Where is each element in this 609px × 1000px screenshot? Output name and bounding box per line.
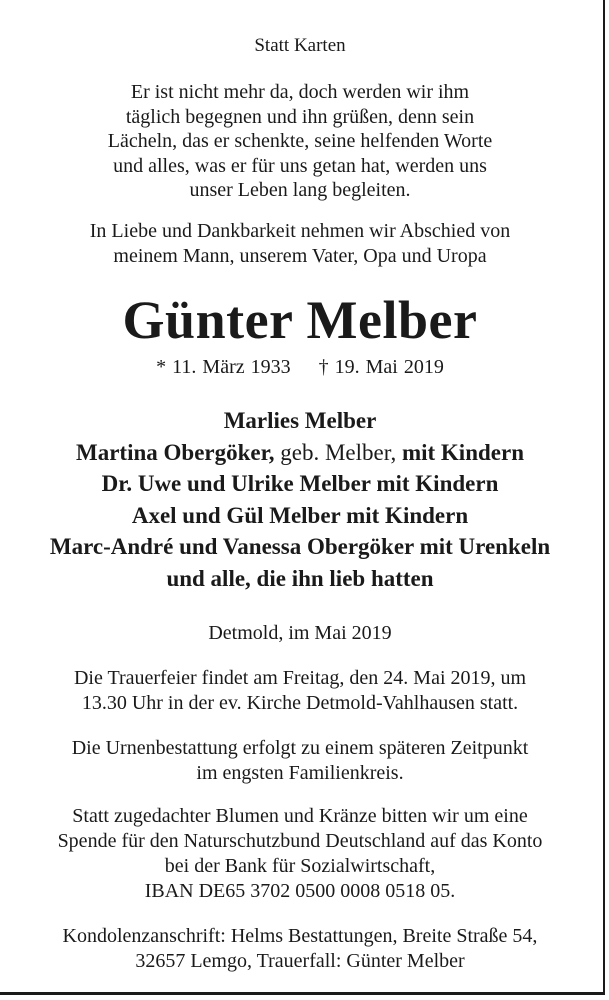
donation-line: bei der Bank für Sozialwirtschaft, xyxy=(164,855,436,877)
verse-line: und alles, was er für uns getan hat, werden uns xyxy=(113,154,487,177)
death-date: † 19. Mai 2019 xyxy=(318,356,444,378)
funeral-line: Die Trauerfeier findet am Freitag, den 24. Mai 2019, um xyxy=(73,667,527,689)
intro-text: Statt Karten xyxy=(254,35,346,56)
family-member: Dr. Uwe und Ulrike Melber mit Kindern xyxy=(101,471,499,496)
life-dates xyxy=(0,355,600,379)
verse-block xyxy=(0,80,600,203)
farewell-line: In Liebe und Dankbarkeit nehmen wir Abschied von xyxy=(89,220,511,242)
family-member: und alle, die ihn lieb hatten xyxy=(166,565,434,591)
deceased-name xyxy=(0,290,600,350)
donation-info xyxy=(0,804,600,904)
verse-line: Er ist nicht mehr da, doch werden wir ihm xyxy=(130,81,470,103)
family-list xyxy=(0,405,600,594)
family-member: Axel und Gül Melber mit Kindern xyxy=(131,502,469,528)
urn-line: im engsten Familienkreis. xyxy=(196,762,404,784)
funeral-info xyxy=(0,666,600,716)
verse-line: täglich begegnen und ihn grüßen, denn sein xyxy=(125,105,475,128)
farewell-block xyxy=(0,219,600,268)
verse-line: Lächeln, das er schenkte, seine helfenden Worte xyxy=(107,130,493,152)
donation-line: Statt zugedachter Blumen und Kränze bitten wir um eine xyxy=(72,805,528,827)
urn-line: Die Urnenbestattung erfolgt zu einem späteren Zeitpunkt xyxy=(71,737,529,759)
condolence-line: 32657 Lemgo, Trauerfall: Günter Melber xyxy=(135,950,465,972)
family-member: Marlies Melber xyxy=(223,408,377,433)
intro-line xyxy=(0,35,600,57)
verse-line: unser Leben lang begleiten. xyxy=(189,179,411,201)
donation-line: Spende für den Naturschutzbund Deutschland auf das Konto xyxy=(57,830,543,852)
condolence-line: Kondolenzanschrift: Helms Bestattungen, Breite Straße 54, xyxy=(62,925,538,947)
condolence-address xyxy=(0,924,600,974)
farewell-line: meinem Mann, unserem Vater, Opa und Uropa xyxy=(113,244,487,267)
funeral-line: 13.30 Uhr in der ev. Kirche Detmold-Vahlhausen statt. xyxy=(81,692,519,714)
donation-line: IBAN DE65 3702 0500 0008 0518 05. xyxy=(144,880,456,902)
place-date-text: Detmold, im Mai 2019 xyxy=(208,622,392,644)
urn-info xyxy=(0,736,600,786)
birth-date: * 11. März 1933 xyxy=(156,356,291,378)
deceased-name-text: Günter Melber xyxy=(122,290,478,350)
family-member: Martina Obergöker, geb. Melber, mit Kindern xyxy=(76,439,524,465)
place-date xyxy=(0,621,600,646)
family-member: Marc-André und Vanessa Obergöker mit Urenkeln xyxy=(49,534,551,559)
